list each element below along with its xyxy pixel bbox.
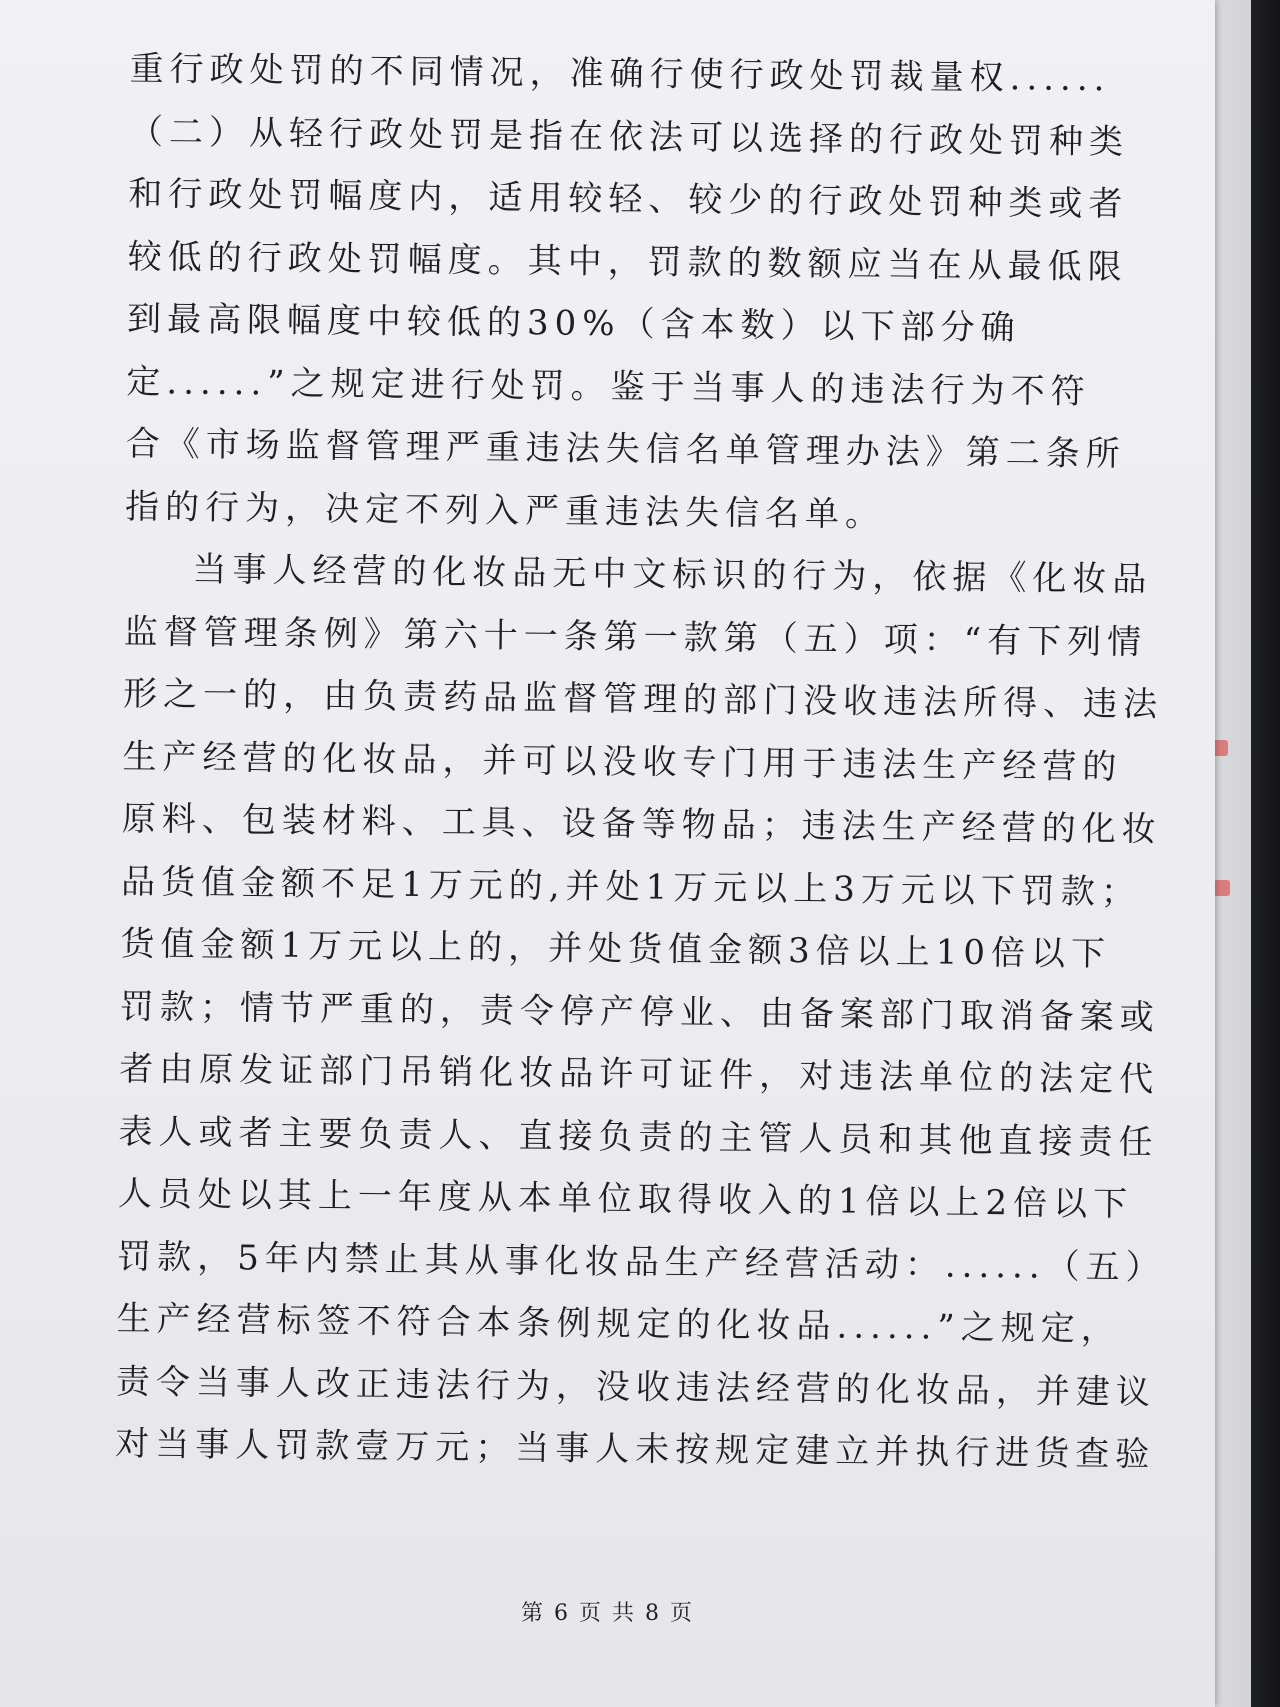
text-line: 重行政处罚的不同情况，准确行使行政处罚裁量权...... — [129, 48, 1111, 100]
text-line: 表人或者主要负责人、直接负责的主管人员和其他直接责任 — [118, 1111, 1159, 1163]
text-line: 人员处以其上一年度从本单位取得收入的1倍以上2倍以下 — [117, 1173, 1134, 1225]
text-line: 监督管理条例》第六十一条第一款第（五）项：“有下列情 — [123, 611, 1148, 663]
text-line: 品货值金额不足1万元的,并处1万元以上3万元以下罚款； — [120, 861, 1142, 913]
text-line: 当事人经营的化妆品无中文标识的行为，依据《化妆品 — [192, 549, 1153, 600]
text-line: 罚款；情节严重的，责令停产停业、由备案部门取消备案或 — [119, 986, 1161, 1038]
text-line: 指的行为，决定不列入严重违法失信名单。 — [124, 486, 886, 535]
text-line: 原料、包装材料、工具、设备等物品；违法生产经营的化妆 — [121, 798, 1162, 850]
red-seal-mark — [1214, 880, 1230, 896]
text-line: 生产经营标签不符合本条例规定的化妆品......”之规定， — [116, 1298, 1121, 1350]
text-line: 罚款，5年内禁止其从事化妆品生产经营活动：......（五） — [117, 1236, 1166, 1288]
text-line: 货值金额1万元以上的，并处货值金额3倍以上10倍以下 — [120, 923, 1112, 975]
text-line: 责令当事人改正违法行为，没收违法经营的化妆品，并建议 — [115, 1361, 1157, 1413]
text-line: 定......”之规定进行处罚。鉴于当事人的违法行为不符 — [126, 361, 1091, 412]
page-number-footer: 第 6 页 共 8 页 — [521, 1601, 694, 1626]
text-line: 和行政处罚幅度内，适用较轻、较少的行政处罚种类或者 — [128, 173, 1129, 225]
text-line: （二）从轻行政处罚是指在依法可以选择的行政处罚种类 — [128, 111, 1130, 162]
text-line: 生产经营的化妆品，并可以没收专门用于违法生产经营的 — [122, 736, 1123, 787]
text-line: 者由原发证部门吊销化妆品许可证件，对违法单位的法定代 — [118, 1048, 1160, 1100]
text-line: 合《市场监督管理严重违法失信名单管理办法》第二条所 — [125, 423, 1126, 475]
text-line: 到最高限幅度中较低的30%（含本数）以下部分确 — [126, 298, 1021, 349]
text-line: 形之一的，由负责药品监督管理的部门没收违法所得、违法 — [122, 673, 1164, 725]
paragraph-cosmetics-violation — [115, 538, 1166, 1485]
paragraph-continued — [124, 38, 1130, 548]
text-line: 较低的行政处罚幅度。其中，罚款的数额应当在从最低限 — [127, 236, 1128, 287]
text-line: 对当事人罚款壹万元；当事人未按规定建立并执行进货查验 — [115, 1423, 1156, 1475]
document-body — [115, 38, 1166, 1485]
